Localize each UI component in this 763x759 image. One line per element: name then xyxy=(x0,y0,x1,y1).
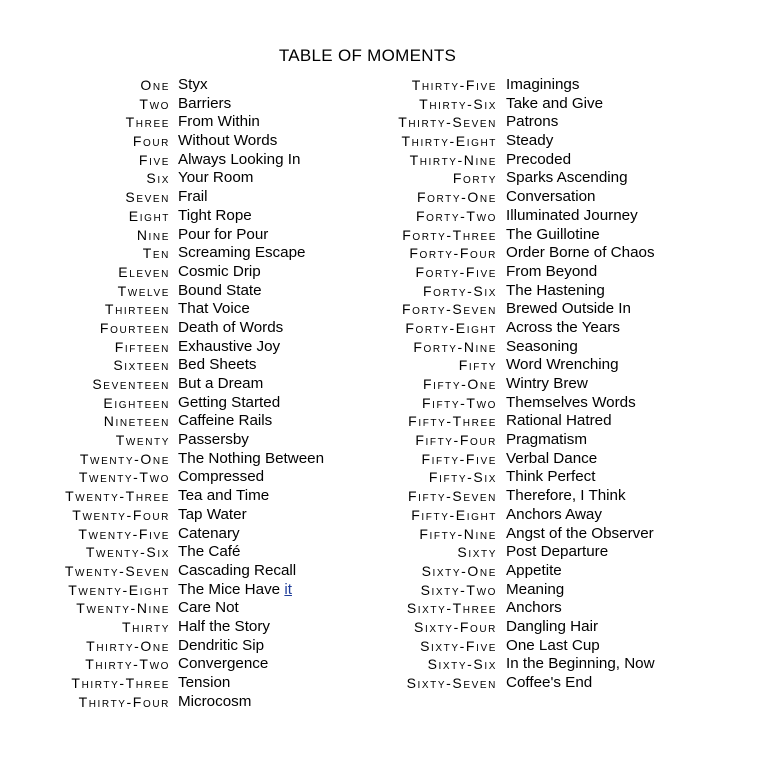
entry-title xyxy=(178,207,252,226)
entry-title xyxy=(178,655,268,674)
entry-number: Four xyxy=(132,133,170,150)
entry-title-text: That Voice xyxy=(178,300,250,318)
entry-title xyxy=(506,543,608,562)
entry-number: Forty-Six xyxy=(423,282,497,299)
entry-title xyxy=(178,581,292,600)
entry-title-text: Across the Years xyxy=(506,318,620,336)
entry-title xyxy=(506,375,588,394)
entry-number: Three xyxy=(125,114,170,131)
entry-number: Sixty-Seven xyxy=(406,675,497,691)
entry-number: Twenty-Nine xyxy=(76,600,170,617)
entry-number: Twenty xyxy=(115,432,170,449)
entry-title xyxy=(178,394,280,413)
entry-number: Fifty-Three xyxy=(408,413,497,430)
entry-number: Twelve xyxy=(117,282,170,299)
entry-title-text: Steady xyxy=(506,132,554,150)
entry-title xyxy=(506,113,558,132)
entry-number: Thirty-One xyxy=(86,637,170,654)
entry-number: Sixty-Four xyxy=(414,618,497,635)
entry-title-text: Think Perfect xyxy=(506,468,596,486)
entry-title-text: The Mice Have xyxy=(178,580,285,598)
entry-title xyxy=(178,375,263,394)
entry-title-text: The Café xyxy=(178,543,241,561)
entry-number: Twenty-Three xyxy=(65,488,170,505)
entry-title xyxy=(506,300,631,319)
entry-title xyxy=(178,562,296,581)
entry-title-text: Exhaustive Joy xyxy=(178,337,281,355)
entry-number: Sixteen xyxy=(113,357,170,374)
entry-title-text: Pour for Pour xyxy=(178,225,269,243)
entry-title xyxy=(178,525,240,544)
entry-title-text: Catenary xyxy=(178,524,240,542)
entry-title-text: Brewed Outside In xyxy=(506,300,631,318)
entry-number: Forty-Eight xyxy=(405,319,497,336)
entry-title-text: Convergence xyxy=(178,655,269,673)
entry-title xyxy=(506,674,592,693)
entry-title-text: Anchors Away xyxy=(506,505,602,523)
entry-title-text: Cosmic Drip xyxy=(178,262,261,280)
entry-title-text: Appetite xyxy=(506,561,562,579)
entry-number: Twenty-Six xyxy=(85,544,170,561)
entry-title xyxy=(178,599,239,618)
entry-title-text: Microcosm xyxy=(178,692,252,710)
entry-title xyxy=(506,319,620,338)
entry-title-text: Order Borne of Chaos xyxy=(506,244,655,262)
entry-title-text: Always Looking In xyxy=(178,150,301,168)
entry-title xyxy=(178,76,208,95)
entry-number: Fifty-Seven xyxy=(407,488,497,505)
entry-number: Twenty-One xyxy=(79,450,170,467)
entry-title-text: Compressed xyxy=(178,468,265,486)
entry-title xyxy=(506,506,602,525)
entry-title-text: Dendritic Sip xyxy=(178,636,265,654)
entry-title xyxy=(506,226,600,245)
entry-number: Sixty-Two xyxy=(420,581,497,598)
entry-title-text: Themselves Words xyxy=(506,393,636,411)
entry-number: Thirty-Four xyxy=(78,693,170,710)
entry-number: Forty-Five xyxy=(415,263,497,280)
entry-title-text: Death of Words xyxy=(178,318,284,336)
entry-title-text: From Within xyxy=(178,113,260,131)
entry-title xyxy=(506,338,578,357)
entry-number: Thirty-Eight xyxy=(401,133,497,150)
entry-number: Fifty xyxy=(458,357,497,374)
entry-title-text: Bound State xyxy=(178,281,262,299)
entry-title-text: Frail xyxy=(178,188,208,206)
entry-title xyxy=(178,300,250,319)
entry-title-text: Coffee's End xyxy=(506,674,593,691)
entry-title xyxy=(178,674,230,693)
entry-title-text: Wintry Brew xyxy=(506,375,588,392)
entry-title xyxy=(506,263,597,282)
entry-number: Twenty-Five xyxy=(78,525,170,542)
entry-number: Nineteen xyxy=(103,413,170,430)
entry-title xyxy=(178,132,277,151)
entry-number: Eight xyxy=(128,207,170,224)
entry-title xyxy=(178,113,260,132)
entry-number: Fifty-Four xyxy=(415,432,497,449)
entry-number: One xyxy=(140,77,170,93)
entry-number: Thirty xyxy=(122,618,170,635)
entry-title xyxy=(178,319,283,338)
entry-title xyxy=(178,543,240,562)
entry-number: Fifty-Eight xyxy=(411,506,497,523)
entry-number: Eleven xyxy=(118,263,170,280)
entry-number: Thirty-Seven xyxy=(398,114,497,131)
entry-title xyxy=(506,655,655,674)
entry-number: Six xyxy=(146,170,170,187)
entry-title-text: The Hastening xyxy=(506,281,605,299)
entry-number: Twenty-Seven xyxy=(64,562,170,579)
entry-number: Eighteen xyxy=(103,394,170,411)
entry-number: Forty-Three xyxy=(402,226,497,243)
entry-title-text: Anchors xyxy=(506,599,562,617)
entry-title xyxy=(178,188,208,207)
entry-title-text: Imaginings xyxy=(506,76,580,93)
entry-title xyxy=(506,412,612,431)
entry-number: Sixty-Six xyxy=(427,656,497,673)
entry-title-text: Angst of the Observer xyxy=(506,524,654,542)
entry-number: Fifteen xyxy=(114,338,170,355)
entry-number: Ten xyxy=(142,245,170,262)
entry-title-text: Verbal Dance xyxy=(506,449,598,467)
entry-title xyxy=(178,618,270,637)
entry-title xyxy=(178,151,300,170)
entry-title-text: Word Wrenching xyxy=(506,356,619,374)
entry-title-text: Conversation xyxy=(506,188,596,206)
entry-title xyxy=(178,693,251,712)
entry-title xyxy=(506,618,598,637)
entry-title-text: Your Room xyxy=(178,169,254,187)
entry-number: Two xyxy=(139,95,170,112)
entry-title-text: Seasoning xyxy=(506,337,578,355)
entry-number: Thirteen xyxy=(104,301,170,318)
entry-title-text: Tap Water xyxy=(178,505,247,523)
entry-title xyxy=(178,356,257,375)
entry-title-link[interactable]: it xyxy=(284,580,292,598)
entry-title xyxy=(506,637,600,656)
entry-title-text: The Nothing Between xyxy=(178,449,325,467)
entry-number: Fourteen xyxy=(99,319,170,336)
entry-title-text: Precoded xyxy=(506,150,572,168)
entry-title-text: Barriers xyxy=(178,94,232,112)
entry-title-text: Illuminated Journey xyxy=(506,206,638,224)
entry-title-text: Patrons xyxy=(506,113,559,131)
entry-title xyxy=(178,431,249,450)
entry-title xyxy=(506,151,571,170)
entry-number: Sixty-Five xyxy=(420,637,497,654)
entry-title-text: Dangling Hair xyxy=(506,617,599,635)
entry-title xyxy=(178,412,272,431)
entry-title-text: Tight Rope xyxy=(178,206,252,224)
entry-title xyxy=(506,244,655,263)
entry-title xyxy=(506,525,654,544)
entry-number: Forty-Nine xyxy=(413,338,497,355)
entry-title-text: Post Departure xyxy=(506,543,609,561)
entry-title xyxy=(506,76,579,95)
entry-number: Seventeen xyxy=(92,376,170,392)
entry-number: Seven xyxy=(125,189,170,206)
entry-title xyxy=(506,188,596,207)
entry-title xyxy=(178,487,269,506)
entry-title xyxy=(178,282,262,301)
entry-title-text: Half the Story xyxy=(178,617,271,635)
entry-title xyxy=(506,562,562,581)
entry-title xyxy=(506,599,562,618)
entry-number: Fifty-Five xyxy=(421,450,497,467)
entry-title xyxy=(506,581,564,600)
entry-title xyxy=(506,95,603,114)
entry-title-text: Care Not xyxy=(178,599,239,617)
entry-number: Thirty-Two xyxy=(85,656,170,673)
entry-title xyxy=(506,282,605,301)
entry-title xyxy=(506,487,626,506)
entry-title-text: From Beyond xyxy=(506,262,598,280)
entry-title xyxy=(506,169,628,188)
entry-number: Twenty-Four xyxy=(72,506,170,523)
entry-title xyxy=(178,226,268,245)
entry-title-text: Tea and Time xyxy=(178,487,270,505)
entry-number: Sixty-One xyxy=(421,562,497,579)
entry-number: Fifty-Six xyxy=(428,469,497,486)
entry-title-text: One Last Cup xyxy=(506,636,600,654)
entry-title xyxy=(178,244,305,263)
entry-number: Twenty-Eight xyxy=(68,581,170,598)
entry-number: Fifty-Two xyxy=(421,394,497,411)
entry-number: Sixty-Three xyxy=(406,600,497,617)
entry-title-text: Without Words xyxy=(178,132,278,150)
entry-number: Fifty-Nine xyxy=(419,525,497,542)
entry-number: Nine xyxy=(136,226,170,243)
entry-title-text: Getting Started xyxy=(178,393,281,411)
entry-title-text: Passersby xyxy=(178,431,249,449)
entry-number: Thirty-Six xyxy=(419,95,497,112)
entry-number: Five xyxy=(138,151,170,168)
page-title: TABLE OF MOMENTS xyxy=(278,46,457,65)
entry-number: Thirty-Nine xyxy=(409,151,497,168)
entry-number: Twenty-Two xyxy=(78,469,170,486)
entry-title-text: Cascading Recall xyxy=(178,561,297,579)
entry-number: Forty-Seven xyxy=(402,301,497,318)
entry-title xyxy=(506,450,597,469)
entry-title-text: In the Beginning, Now xyxy=(506,655,655,673)
entry-title xyxy=(506,207,638,226)
entry-title-text: Styx xyxy=(178,76,208,93)
entry-title xyxy=(178,637,264,656)
entry-title-text: Therefore, I Think xyxy=(506,487,626,505)
entry-title xyxy=(178,506,247,525)
entry-title-text: But a Dream xyxy=(178,375,264,392)
entry-title xyxy=(178,263,261,282)
entry-number: Forty-One xyxy=(417,189,497,206)
entry-title-text: Sparks Ascending xyxy=(506,169,628,187)
entry-title xyxy=(506,431,587,450)
entry-title-text: Pragmatism xyxy=(506,431,588,449)
entry-number: Thirty-Five xyxy=(411,77,497,93)
entry-number: Fifty-One xyxy=(422,376,497,392)
entry-title xyxy=(178,338,280,357)
entry-number: Forty-Two xyxy=(416,207,497,224)
entry-title-text: Caffeine Rails xyxy=(178,412,273,430)
entry-title-text: Meaning xyxy=(506,580,565,598)
entry-title xyxy=(506,468,595,487)
entry-title xyxy=(506,394,636,413)
entry-number: Thirty-Three xyxy=(71,675,170,691)
entry-title-text: Bed Sheets xyxy=(178,356,257,374)
entry-title xyxy=(178,95,231,114)
entry-number: Forty-Four xyxy=(409,245,497,262)
entry-title xyxy=(178,468,264,487)
entry-number: Forty xyxy=(452,170,497,187)
entry-title-text: Tension xyxy=(178,674,231,691)
entry-title-text: Rational Hatred xyxy=(506,412,612,430)
entry-number: Sixty xyxy=(457,544,497,561)
entry-title-text: Take and Give xyxy=(506,94,604,112)
entry-title xyxy=(178,169,253,188)
entry-title-text: Screaming Escape xyxy=(178,244,306,262)
entry-title xyxy=(506,132,553,151)
entry-title-text: The Guillotine xyxy=(506,225,600,243)
entry-title xyxy=(506,356,619,375)
